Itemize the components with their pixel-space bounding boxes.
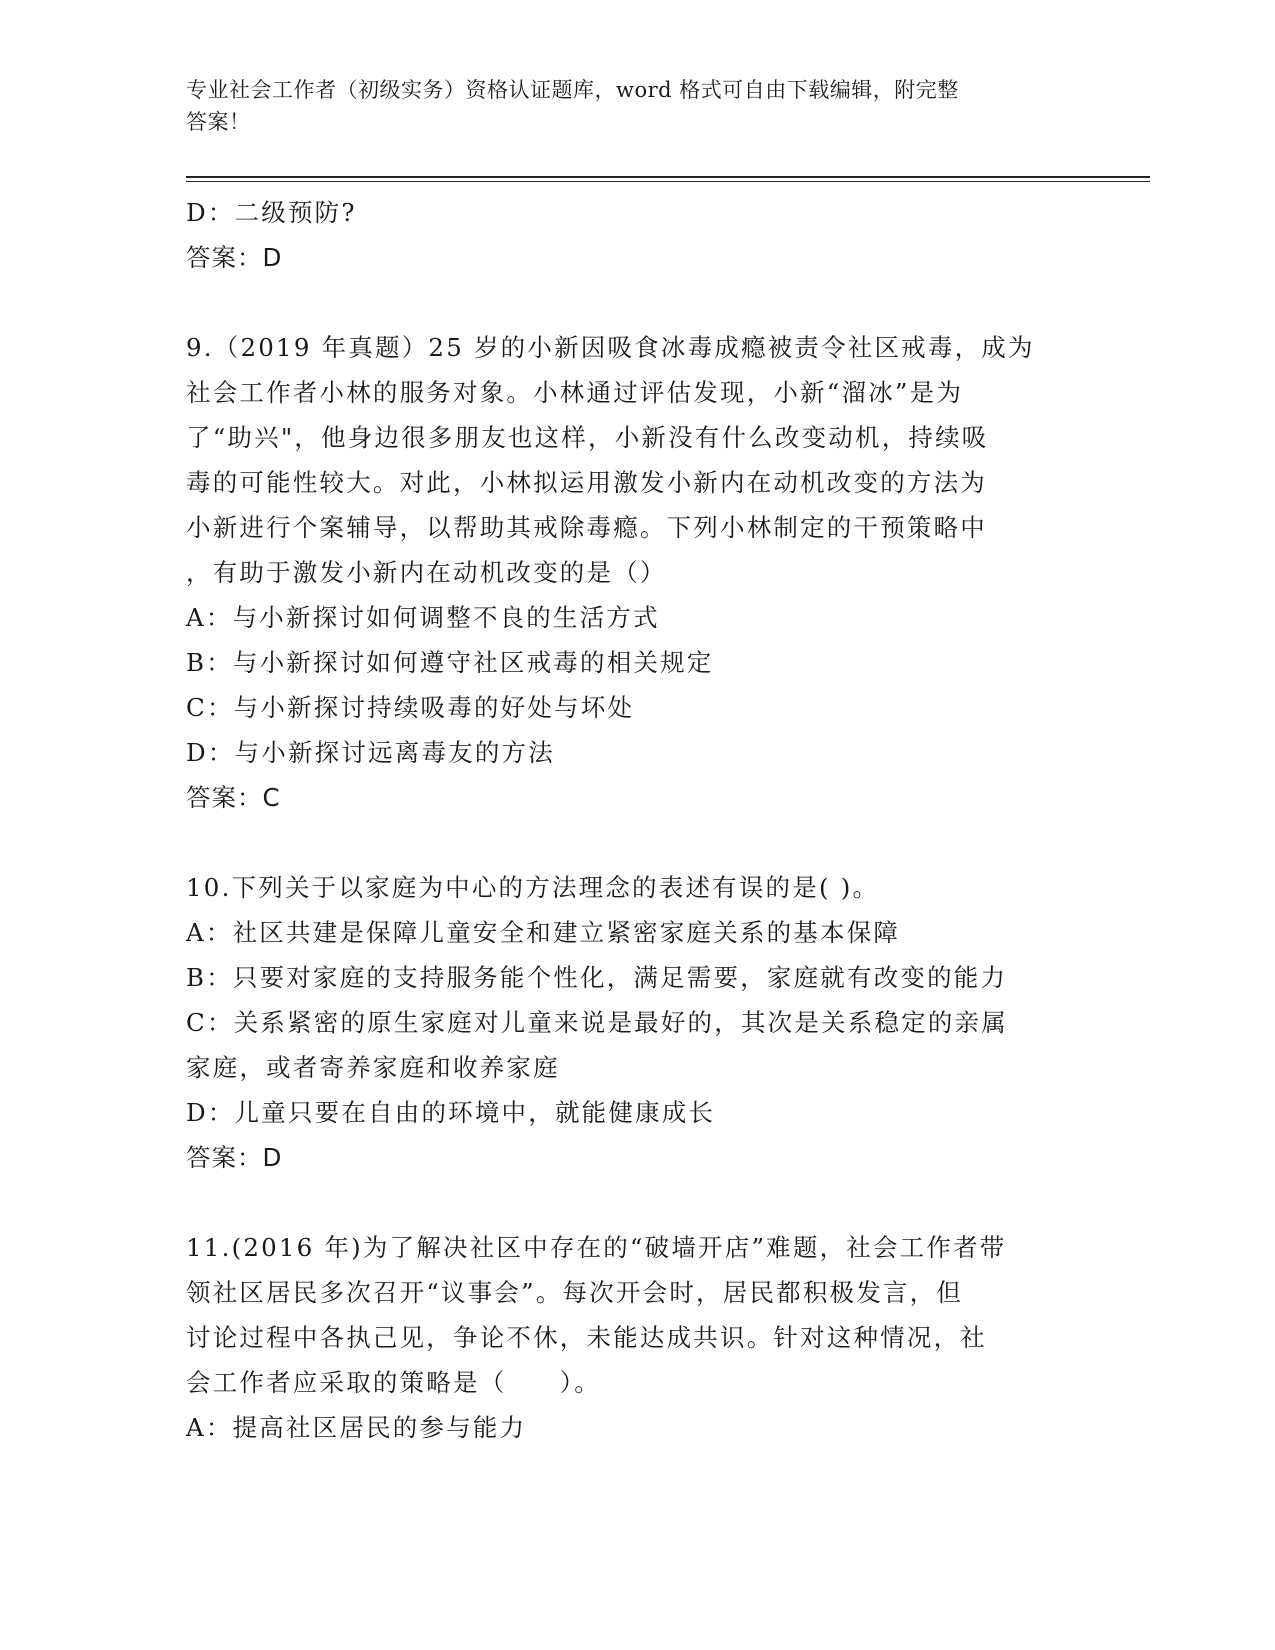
question-11-line: 11.(2016 年)为了解决社区中存在的“破墙开店”难题，社会工作者带 bbox=[186, 1233, 1007, 1262]
document-header bbox=[186, 74, 1066, 138]
question-10-option-a: A：社区共建是保障儿童安全和建立紧密家庭关系的基本保障 bbox=[186, 918, 901, 947]
spacer bbox=[186, 280, 1086, 325]
question-10-line: 10.下列关于以家庭为中心的方法理念的表述有误的是( )。 bbox=[186, 873, 880, 902]
question-10 bbox=[186, 865, 1086, 1180]
header-rule-thick bbox=[186, 176, 1150, 178]
question-9 bbox=[186, 325, 1086, 820]
question-10-answer: 答案：D bbox=[186, 1143, 283, 1172]
question-9-line: 9.（2019 年真题）25 岁的小新因吸食冰毒成瘾被责令社区戒毒，成为 bbox=[186, 333, 1035, 362]
question-9-line: 了“助兴"，他身边很多朋友也这样，小新没有什么改变动机，持续吸 bbox=[186, 423, 989, 452]
header-line-2: 答案！ bbox=[186, 110, 251, 134]
question-10-option-d: D：儿童只要在自由的环境中，就能健康成长 bbox=[186, 1098, 716, 1127]
question-9-line: ，有助于激发小新内在动机改变的是（） bbox=[186, 558, 667, 587]
prev-answer: 答案：D bbox=[186, 243, 283, 272]
question-9-option-b: B：与小新探讨如何遵守社区戒毒的相关规定 bbox=[186, 648, 714, 677]
question-11 bbox=[186, 1225, 1086, 1450]
question-9-option-c: C：与小新探讨持续吸毒的好处与坏处 bbox=[186, 693, 635, 722]
question-11-line: 会工作者应采取的策略是（ ）。 bbox=[186, 1368, 601, 1397]
question-9-answer: 答案：C bbox=[186, 783, 281, 812]
question-9-line: 小新进行个案辅导，以帮助其戒除毒瘾。下列小林制定的干预策略中 bbox=[186, 513, 987, 542]
question-10-option-b: B：只要对家庭的支持服务能个性化，满足需要，家庭就有改变的能力 bbox=[186, 963, 1008, 992]
question-9-option-a: A：与小新探讨如何调整不良的生活方式 bbox=[186, 603, 660, 632]
prev-option-d: D：二级预防? bbox=[186, 198, 357, 227]
question-9-line: 毒的可能性较大。对此，小林拟运用激发小新内在动机改变的方法为 bbox=[186, 468, 987, 497]
question-10-option-c: C：关系紧密的原生家庭对儿童来说是最好的，其次是关系稳定的亲属 bbox=[186, 1008, 1008, 1037]
spacer bbox=[186, 1180, 1086, 1225]
spacer bbox=[186, 820, 1086, 865]
document-body bbox=[186, 190, 1086, 1450]
question-11-line: 领社区居民多次召开“议事会”。每次开会时，居民都积极发言，但 bbox=[186, 1278, 964, 1307]
question-9-line: 社会工作者小林的服务对象。小林通过评估发现，小新“溜冰”是为 bbox=[186, 378, 964, 407]
header-line-1: 专业社会工作者（初级实务）资格认证题库，word 格式可自由下载编辑，附完整 bbox=[186, 78, 959, 102]
header-rule-thin bbox=[186, 181, 1150, 182]
question-9-option-d: D：与小新探讨远离毒友的方法 bbox=[186, 738, 555, 767]
question-10-option-c-cont: 家庭，或者寄养家庭和收养家庭 bbox=[186, 1053, 560, 1082]
question-11-line: 讨论过程中各执己见，争论不休，未能达成共识。针对这种情况，社 bbox=[186, 1323, 987, 1352]
question-11-option-a: A：提高社区居民的参与能力 bbox=[186, 1413, 527, 1442]
